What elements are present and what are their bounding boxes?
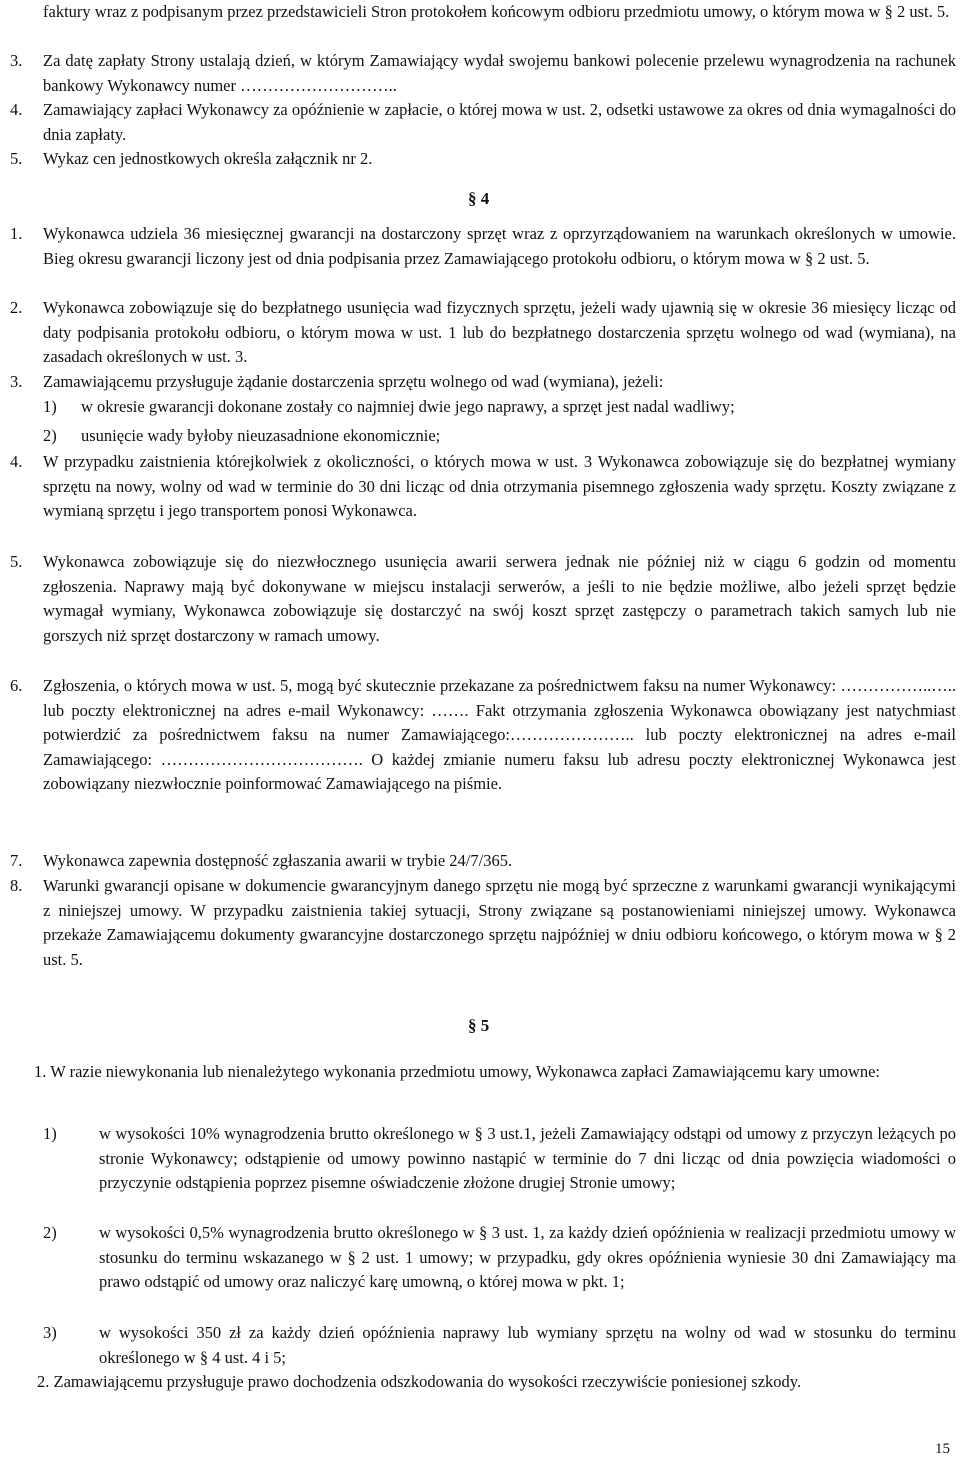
s4-item-2	[10, 296, 956, 370]
item-text: Wykonawca zobowiązuje się do bezpłatnego usunięcia wad fizycznych sprzętu, jeżeli wady ujawnią się w okresie 36 miesięcy licząc od daty podpisania protokołu odbioru, o którym mowa w ust. 1 lub do bezpłatnego dostarczenia sprzętu wolnego od wad (wymiana), na zasadach określonych w ust. 3.	[43, 298, 956, 366]
item-number: 3)	[43, 1323, 57, 1342]
item-text: 2. Zamawiającemu przysługuje prawo dochodzenia odszkodowania do wysokości rzeczywiście poniesionej szkody.	[37, 1372, 802, 1391]
item-text: Zamawiający zapłaci Wykonawcy za opóźnienie w zapłacie, o której mowa w ust. 2, odsetki ustawowe za okres od dnia wymagalności do dnia zapłaty.	[43, 100, 956, 144]
item-number: 4.	[10, 452, 23, 471]
item-number: 3.	[10, 51, 23, 70]
item-number: 1)	[43, 397, 57, 416]
s3-item-3	[10, 49, 956, 98]
item-text: usunięcie wady byłoby nieuzasadnione ekonomicznie;	[81, 426, 441, 445]
intro-continuation	[10, 0, 956, 25]
item-text: W przypadku zaistnienia którejkolwiek z okoliczności, o których mowa w ust. 3 Wykonawca zobowiązuje się do bezpłatnej wymiany sprzętu na nowy, wolny od wad w terminie do 30 dni licząc od dnia otrzymania pisemnego zgłoszenia wady sprzętu. Koszty związane z wymianą sprzętu i jego transportem ponosi Wykonawca.	[43, 452, 956, 520]
item-text: Wykonawca zobowiązuje się do niezwłocznego usunięcia awarii serwera jednak nie później niż w ciągu 6 godzin od momentu zgłoszenia. Naprawy mają być dokonywane w miejscu instalacji serwerów, a jeśli to nie będzie możliwe, albo jeżeli sprzęt będzie wymagał wymiany, Wykonawca zobowiązuje się dostarczyć na swój koszt sprzęt zastępczy o parametrach takich samych lub nie gorszych niż sprzęt dostarczony w ramach umowy.	[43, 552, 956, 645]
item-number: 7.	[10, 851, 23, 870]
item-number: 8.	[10, 876, 23, 895]
item-number: 5.	[10, 552, 23, 571]
item-number: 2)	[43, 1223, 57, 1242]
page-number: 15	[935, 1441, 950, 1457]
item-text: Zgłoszenia, o których mowa w ust. 5, mogą być skutecznie przekazane za pośrednictwem faksu na numer Wykonawcy: ……………..….. lub poczty elektronicznej na adres e-mail Wykonawcy: ……. Fakt otrzymania zgłoszenia Wykonawca obowiązany jest natychmiast potwierdzić za pośrednictwem faksu na numer Zamawiającego:………………….. lub poczty elektronicznej na adres e-mail Zamawiającego: ………………………………. O każdej zmianie numeru faksu lub adresu poczty elektronicznej Wykonawca jest zobowiązany niezwłocznie poinformować Zamawiającego na piśmie.	[43, 676, 956, 793]
section-4-heading: § 4	[468, 189, 490, 208]
item-text: w wysokości 350 zł za każdy dzień opóźnienia naprawy lub wymiany sprzętu na wolny od wad w stosunku do terminu określonego w § 4 ust. 4 i 5;	[99, 1323, 956, 1367]
s4-item-1	[10, 222, 956, 271]
s4-item-5	[10, 550, 956, 648]
item-text: Za datę zapłaty Strony ustalają dzień, w którym Zamawiający wydał swojemu bankowi polecenie przelewu wynagrodzenia na rachunek bankowy Wykonawcy numer ………………………..	[43, 51, 956, 95]
s5-item-1	[34, 1060, 952, 1085]
item-text: Wykonawca udziela 36 miesięcznej gwarancji na dostarczony sprzęt wraz z oprzyrządowaniem na warunkach określonych w umowie. Bieg okresu gwarancji liczony jest od dnia podpisania przez Zamawiającego protokołu odbioru, o którym mowa w § 2 ust. 5.	[43, 224, 956, 268]
item-number: 5.	[10, 149, 23, 168]
item-text: 1. W razie niewykonania lub nienależytego wykonania przedmiotu umowy, Wykonawca zapłaci Zamawiającemu kary umowne:	[34, 1062, 881, 1081]
item-number: 2)	[43, 426, 57, 445]
section-5-heading: § 5	[468, 1016, 490, 1035]
s4-subitem-1	[10, 395, 956, 420]
item-number: 2.	[10, 298, 23, 317]
item-text: Wykonawca zapewnia dostępność zgłaszania awarii w trybie 24/7/365.	[43, 851, 513, 870]
s3-item-5	[10, 147, 956, 172]
item-number: 4.	[10, 100, 23, 119]
s5-subitem-2	[43, 1221, 956, 1295]
item-text: w wysokości 0,5% wynagrodzenia brutto określonego w § 3 ust. 1, za każdy dzień opóźnienia w realizacji przedmiotu umowy w stosunku do terminu wskazanego w § 2 ust. 1 umowy; w przypadku, gdy okres opóźnienia wyniesie 30 dni Zamawiający ma prawo odstąpić od umowy oraz naliczyć karę umowną, o której mowa w pkt. 1;	[99, 1223, 956, 1291]
item-number: 3.	[10, 372, 23, 391]
item-number: 1.	[10, 224, 23, 243]
s5-item-2	[37, 1370, 952, 1395]
item-text: Wykaz cen jednostkowych określa załącznik nr 2.	[43, 149, 373, 168]
item-text: w wysokości 10% wynagrodzenia brutto określonego w § 3 ust.1, jeżeli Zamawiający odstąpi od umowy z przyczyn leżących po stronie Wykonawcy; odstąpienie od umowy powinno nastąpić w terminie do 7 dni licząc od dnia powzięcia wiadomości o przyczynie odstąpienia poprzez pisemne oświadczenie złożone drugiej Stronie umowy;	[99, 1124, 956, 1192]
intro-text: faktury wraz z podpisanym przez przedstawicieli Stron protokołem końcowym odbioru przedmiotu umowy, o którym mowa w § 2 ust. 5.	[43, 2, 950, 21]
s4-item-7	[10, 849, 956, 874]
item-text: Zamawiającemu przysługuje żądanie dostarczenia sprzętu wolnego od wad (wymiana), jeżeli:	[43, 372, 664, 391]
s5-subitem-3	[43, 1321, 956, 1370]
s4-item-8	[10, 874, 956, 972]
s4-subitem-2	[10, 424, 956, 449]
s3-item-4	[10, 98, 956, 147]
item-number: 6.	[10, 676, 23, 695]
item-text: w okresie gwarancji dokonane zostały co najmniej dwie jego naprawy, a sprzęt jest nadal wadliwy;	[81, 397, 735, 416]
s4-item-3	[10, 370, 956, 395]
s5-subitem-1	[43, 1122, 956, 1196]
item-text: Warunki gwarancji opisane w dokumencie gwarancyjnym danego sprzętu nie mogą być sprzeczne z warunkami gwarancji wynikającymi z niniejszej umowy. W przypadku zaistnienia takiej sytuacji, Strony związane są postanowieniami niniejszej umowy. Wykonawca przekaże Zamawiającemu dokumenty gwarancyjne dostarczonego sprzętu najpóźniej w dniu odbioru końcowego, o którym mowa w § 2 ust. 5.	[43, 876, 956, 969]
item-number: 1)	[43, 1124, 57, 1143]
s4-item-6	[10, 674, 956, 797]
s4-item-4	[10, 450, 956, 524]
